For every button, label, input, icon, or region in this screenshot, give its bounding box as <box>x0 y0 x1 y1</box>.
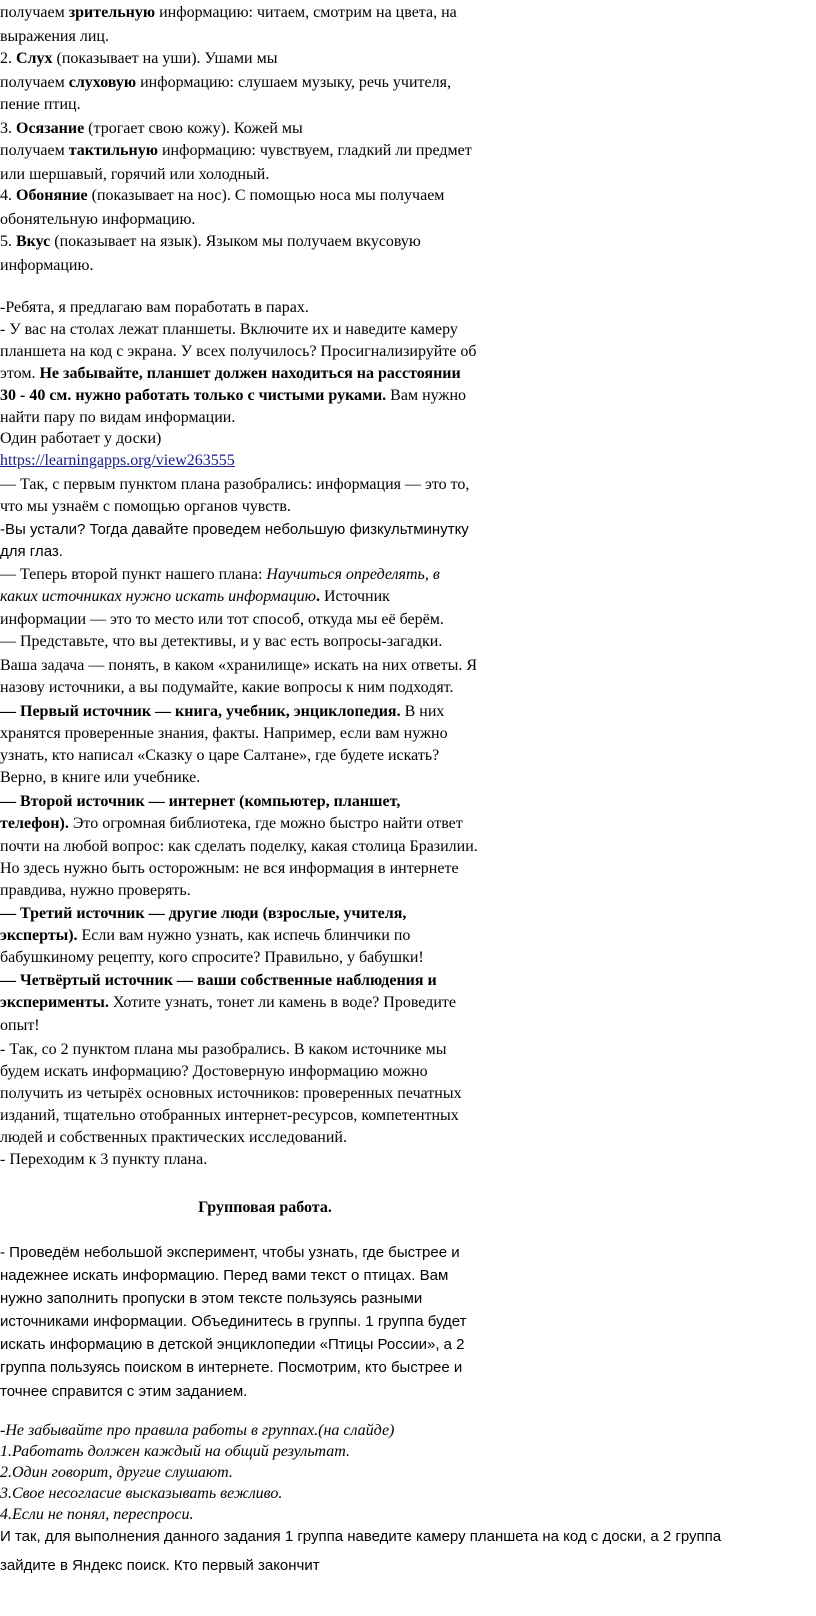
text-segment: 2. <box>0 50 16 67</box>
text-segment: 30 - 40 см. нужно работать только с чистыми руками. <box>0 387 387 404</box>
text-segment: назову источники, а вы подумайте, какие вопросы к ним подходят. <box>0 679 454 696</box>
text-segment: Один работает у доски) <box>0 430 162 447</box>
text-segment: Но здесь нужно быть осторожным: не вся информация в интернете <box>0 860 459 877</box>
text-line <box>0 1381 247 1403</box>
text-segment: эксперименты. <box>0 994 109 1011</box>
text-line <box>0 767 200 789</box>
text-line <box>0 118 303 140</box>
text-line <box>0 1061 428 1083</box>
text-line <box>0 1555 320 1577</box>
text-segment: Вам нужно <box>386 387 467 404</box>
text-segment: - У вас на столах лежат планшеты. Включите их и наведите камеру <box>0 321 458 338</box>
text-segment: каких источниках нужно искать информацию <box>0 588 316 605</box>
text-line <box>0 903 406 925</box>
text-line <box>0 970 437 992</box>
text-line <box>0 947 424 969</box>
text-segment: — Второй источник — интернет (компьютер, планшет, <box>0 793 401 810</box>
text-segment: тактильную <box>68 142 158 159</box>
text-line <box>0 564 440 586</box>
text-line <box>0 992 456 1014</box>
text-segment: людей и собственных практических исследований. <box>0 1129 347 1146</box>
text-line <box>0 297 309 319</box>
text-segment: Вкус <box>16 233 51 250</box>
text-line <box>0 1526 721 1548</box>
text-segment: надежнее искать информацию. Перед вами текст о птицах. Вам <box>0 1267 449 1284</box>
text-segment: получаем <box>0 142 69 159</box>
text-segment: — Четвёртый источник — ваши собственные наблюдения и <box>0 972 437 989</box>
text-segment: для глаз. <box>0 543 63 560</box>
text-line <box>0 1242 460 1264</box>
text-segment: 3.Свое несогласие высказывать вежливо. <box>0 1485 283 1502</box>
text-segment: хранятся проверенные знания, факты. Например, если вам нужно <box>0 725 448 742</box>
text-line <box>0 1265 448 1287</box>
text-segment: — Представьте, что вы детективы, и у вас есть вопросы-загадки. <box>0 633 443 650</box>
text-line <box>0 48 277 70</box>
text-line <box>0 140 472 162</box>
text-segment: пение птиц. <box>0 96 81 113</box>
text-segment: выражения лиц. <box>0 28 109 45</box>
text-segment: изданий, тщательно отобранных интернет-ресурсов, компетентных <box>0 1107 459 1124</box>
text-line <box>0 428 161 450</box>
text-segment: 2.Один говорит, другие слушают. <box>0 1464 233 1481</box>
text-segment: или шершавый, горячий или холодный. <box>0 166 270 183</box>
text-segment: почти на любой вопрос: как сделать поделку, какая столица Бразилии. <box>0 838 478 855</box>
text-segment: что мы узнаём с помощью органов чувств. <box>0 498 291 515</box>
text-segment: получаем <box>0 4 69 21</box>
text-segment: Верно, в книге или учебнике. <box>0 769 201 786</box>
text-segment: . <box>315 588 320 605</box>
text-line <box>0 1462 233 1484</box>
text-segment: 1.Работать должен каждый на общий результат. <box>0 1443 350 1460</box>
text-segment: — Первый источник — книга, учебник, энциклопедия. <box>0 703 401 720</box>
text-line <box>0 541 63 563</box>
text-line <box>0 94 81 116</box>
reference-link[interactable] <box>0 450 235 472</box>
text-segment: информацию: читаем, смотрим на цвета, на <box>155 4 457 21</box>
text-line <box>0 858 459 880</box>
text-segment: Если вам нужно узнать, как испечь блинчики по <box>77 927 411 944</box>
text-line <box>0 231 421 253</box>
text-segment: Источник <box>319 588 390 605</box>
text-line <box>0 319 458 341</box>
text-line <box>0 813 463 835</box>
text-segment: 4.Если не понял, переспроси. <box>0 1506 194 1523</box>
text-segment: информацию: чувствуем, гладкий ли предмет <box>157 142 472 159</box>
text-line <box>0 407 235 429</box>
text-segment: обонятельную информацию. <box>0 211 196 228</box>
section-heading <box>0 1197 530 1219</box>
text-segment: -Не забывайте про правила работы в группах.(на слайде) <box>0 1422 395 1439</box>
text-segment: (показывает на уши). Ушами мы <box>52 50 278 67</box>
text-line <box>0 586 390 608</box>
text-segment: найти пару по видам информации. <box>0 409 236 426</box>
text-segment: - Так, со 2 пунктом плана мы разобрались. В каком источнике мы <box>0 1041 447 1058</box>
text-line <box>0 519 469 541</box>
text-segment: 4. <box>0 187 16 204</box>
text-line <box>0 791 400 813</box>
text-line <box>0 1504 193 1526</box>
text-segment: этом. <box>0 365 40 382</box>
text-line <box>0 701 444 723</box>
text-segment: узнать, кто написал «Сказку о царе Салтане», где будете искать? <box>0 747 440 764</box>
text-segment: планшета на код с экрана. У всех получилось? Просигнализируйте об <box>0 343 477 360</box>
text-segment: зрительную <box>68 4 156 21</box>
text-segment: В них <box>400 703 445 720</box>
text-line <box>0 255 93 277</box>
text-line <box>0 880 191 902</box>
text-segment: слуховую <box>68 74 137 91</box>
text-line <box>0 1149 207 1171</box>
text-line <box>0 2 457 24</box>
text-line <box>0 609 444 631</box>
text-segment: правдива, нужно проверять. <box>0 882 191 899</box>
text-segment: искать информацию в детской энциклопедии «Птицы России», а 2 <box>0 1336 465 1353</box>
text-segment: группа пользуясь поиском в интернете. Посмотрим, кто быстрее и <box>0 1359 463 1376</box>
text-line <box>0 1127 347 1149</box>
text-line <box>0 26 109 48</box>
text-segment: Обоняние <box>16 187 88 204</box>
text-segment: получаем <box>0 74 69 91</box>
text-segment: Групповая работа. <box>198 1199 332 1216</box>
text-segment: Не забывайте, планшет должен находиться на расстоянии <box>39 365 461 382</box>
text-segment: (показывает на язык). Языком мы получаем вкусовую <box>50 233 421 250</box>
text-line <box>0 836 478 858</box>
text-line <box>0 1083 462 1105</box>
text-line <box>0 363 461 385</box>
text-line <box>0 209 195 231</box>
text-segment: Хотите узнать, тонет ли камень в воде? Проведите <box>108 994 456 1011</box>
text-line <box>0 1311 466 1333</box>
text-segment: информацию. <box>0 257 94 274</box>
text-line <box>0 655 477 677</box>
text-segment: 3. <box>0 120 16 137</box>
text-line <box>0 1105 459 1127</box>
text-line <box>0 72 451 94</box>
text-segment: (трогает свою кожу). Кожей мы <box>84 120 303 137</box>
text-segment: телефон). <box>0 815 69 832</box>
text-segment: Научиться определять, в <box>266 566 440 583</box>
text-segment: точнее справится с этим заданием. <box>0 1383 248 1400</box>
text-segment: -Ребята, я предлагаю вам поработать в парах. <box>0 299 309 316</box>
text-segment: Слух <box>16 50 53 67</box>
text-line <box>0 723 448 745</box>
text-segment: эксперты). <box>0 927 78 944</box>
text-segment: источниками информации. Объединитесь в группы. 1 группа будет <box>0 1313 467 1330</box>
text-line <box>0 1357 462 1379</box>
text-line <box>0 1420 394 1442</box>
text-segment: -Вы устали? Тогда давайте проведем небольшую физкультминутку <box>0 521 469 538</box>
text-line <box>0 745 439 767</box>
text-line <box>0 496 291 518</box>
text-segment: 5. <box>0 233 16 250</box>
text-segment: опыт! <box>0 1017 40 1034</box>
text-line <box>0 1441 350 1463</box>
text-segment: Это огромная библиотека, где можно быстро найти ответ <box>68 815 463 832</box>
text-line <box>0 925 410 947</box>
text-segment: информацию: слушаем музыку, речь учителя, <box>136 74 451 91</box>
text-line <box>0 341 477 363</box>
text-segment: зайдите в Яндекс поиск. Кто первый закончит <box>0 1557 320 1574</box>
text-segment: получить из четырёх основных источников: проверенных печатных <box>0 1085 462 1102</box>
text-line <box>0 164 269 186</box>
text-line <box>0 474 469 496</box>
text-line <box>0 677 453 699</box>
text-segment: - Проведём небольшой эксперимент, чтобы узнать, где быстрее и <box>0 1244 460 1261</box>
text-line <box>0 185 444 207</box>
text-segment: информации — это то место или тот способ, откуда мы её берём. <box>0 611 444 628</box>
text-segment: — Теперь второй пункт нашего плана: <box>0 566 267 583</box>
text-segment: И так, для выполнения данного задания 1 группа наведите камеру планшета на код с доски, а 2 группа <box>0 1528 722 1545</box>
text-segment: — Так, с первым пунктом плана разобрались: информация — это то, <box>0 476 470 493</box>
text-segment: (показывает на нос). С помощью носа мы получаем <box>87 187 445 204</box>
text-line <box>0 1015 40 1037</box>
text-segment: Осязание <box>16 120 85 137</box>
text-segment: — Третий источник — другие люди (взрослые, учителя, <box>0 905 407 922</box>
text-segment: Ваша задача — понять, в каком «хранилище» искать на них ответы. Я <box>0 657 478 674</box>
text-line <box>0 1039 446 1061</box>
text-line <box>0 385 466 407</box>
text-segment: будем искать информацию? Достоверную информацию можно <box>0 1063 428 1080</box>
text-line <box>0 1334 465 1356</box>
text-segment: https://learningapps.org/view263555 <box>0 452 235 469</box>
text-segment: нужно заполнить пропуски в этом тексте пользуясь разными <box>0 1290 423 1307</box>
text-segment: - Переходим к 3 пункту плана. <box>0 1151 208 1168</box>
text-line <box>0 1483 282 1505</box>
text-line <box>0 631 442 653</box>
text-segment: бабушкиному рецепту, кого спросите? Правильно, у бабушки! <box>0 949 424 966</box>
text-line <box>0 1288 422 1310</box>
